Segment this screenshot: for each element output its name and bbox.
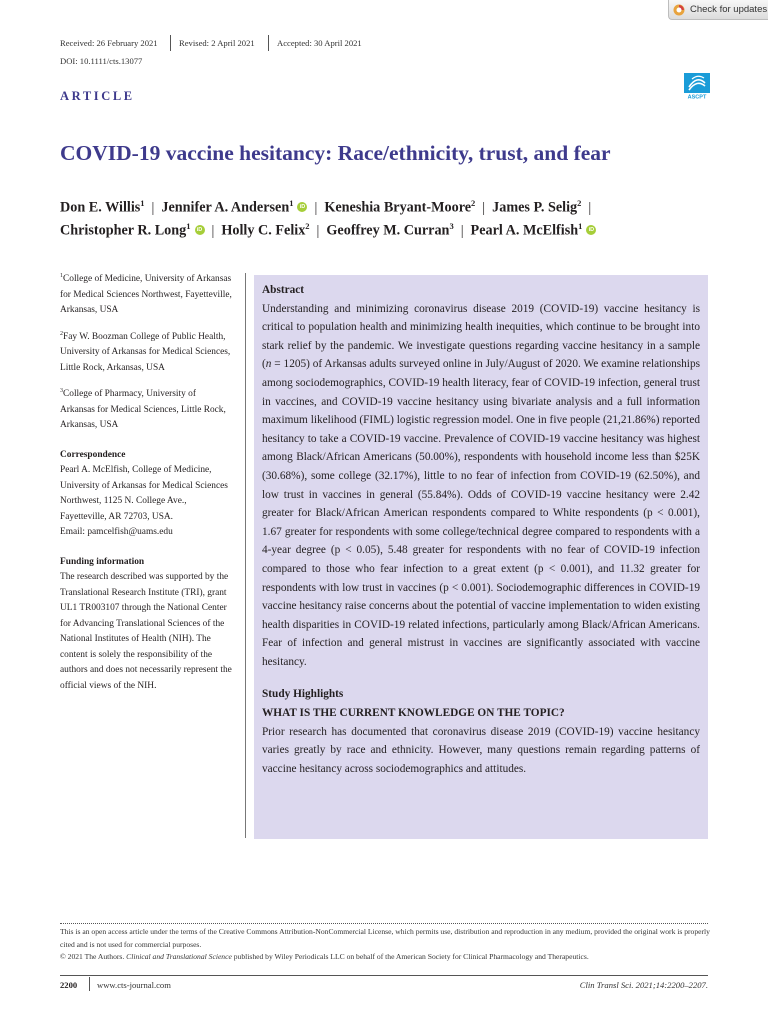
check-for-updates-button[interactable]	[668, 0, 768, 20]
license-notice	[60, 926, 720, 964]
footer-divider-vertical	[89, 977, 90, 991]
column-divider	[245, 273, 246, 838]
author-affiliation: 1	[578, 221, 583, 231]
correspondence-text: Pearl A. McElfish, College of Medicine, University of Arkansas for Medical Sciences Northwest, 1125 N. College Ave., Fayetteville, AR 72703, USA.	[60, 465, 228, 522]
doi[interactable]: DOI: 10.1111/cts.13077	[60, 56, 143, 66]
author-separator: |	[316, 222, 320, 239]
author-separator: |	[151, 199, 155, 216]
revised-date: Revised: 2 April 2021	[179, 38, 255, 48]
funding-heading: Funding information	[60, 556, 145, 567]
abstract-content	[262, 281, 700, 778]
received-date: Received: 26 February 2021	[60, 38, 158, 48]
affiliation-3: $^3$College of Pharmacy, University of Arkansas for Medical Sciences, Little Rock, Arkansas, USA	[60, 388, 226, 431]
author-name[interactable]: James P. Selig	[492, 199, 578, 216]
author-affiliation: 3	[449, 221, 454, 231]
highlights-text: Prior research has documented that coronavirus disease 2019 (COVID-19) vaccine hesitancy varies greatly by race and ethnicity. However, many questions remain regarding patterns of vaccine hesitancy across sociodemographics and attitudes.	[262, 725, 700, 775]
highlights-heading: Study Highlights	[262, 688, 344, 701]
sidebar-metadata	[60, 269, 232, 694]
license-text: This is an open access article under the terms of the Creative Commons Attribution-NonCommercial License, which permits use, distribution and reproduction in any medium, provided the original work is properly cited and is not used for commercial purposes.	[60, 927, 710, 949]
check-updates-icon	[673, 4, 685, 16]
abstract-text: Understanding and minimizing coronavirus disease 2019 (COVID-19) vaccine hesitancy is critical to population health and minimizing health inequities, which continue to be brought into stark relief by the pandemic. We investigate questions regarding vaccine hesitancy in a sample (n = 1205) of Arkansas adults surveyed online in July/August of 2020. We examine relationships among sociodemographics, COVID-19 health literacy, fear of COVID-19 infection, general trust in vaccines, and COVID-19 vaccine hesitancy using bivariate analysis and a full information maximum likelihood (FIML) logistic regression model. One in five people (21,21.86%) reported hesitancy to take a COVID-19 vaccine. Prevalence of COVID-19 vaccine hesitancy was highest among Black/African Americans (50.00%), respondents with household income less than $25K (30.68%), some college (32.17%), little to no fear of infection from COVID-19 (62.50%), and low trust in vaccines in general (55.84%). Odds of COVID-19 vaccine hesitancy were 2.42 greater for Black/African American respondents compared to White respondents (p < 0.001), 1.67 greater for respondents with some college/technical degree compared to respondents with a 4-year degree (p < 0.05), 5.48 greater for respondents with no fear of COVID-19 infection compared to those who fear infection to a great extent (p < 0.001), and 11.32 greater for respondents with low trust in vaccines (p < 0.001). Sociodemographic differences in COVID-19 vaccine hesitancy raise concerns about the potential of vaccine implementation to widen existing health disparities in COVID-19 related infections, particularly among Black/African Americans. Fear of infection and general mistrust in vaccines are significantly associated with vaccine hesitancy.	[262, 302, 700, 668]
orcid-icon[interactable]	[195, 225, 205, 235]
page-number: 2200	[60, 980, 78, 990]
footer-divider	[60, 923, 708, 924]
author-name[interactable]: Don E. Willis	[60, 199, 141, 216]
author-name[interactable]: Jennifer A. Andersen	[161, 199, 290, 216]
author-separator: |	[588, 199, 592, 216]
orcid-icon[interactable]	[297, 202, 307, 212]
author-separator: |	[211, 222, 215, 239]
citation: Clin Transl Sci. 2021;14:2200–2207.	[579, 980, 708, 990]
affiliation-2: $^2$Fay W. Boozman College of Public Health, University of Arkansas for Medical Sciences, Little Rock, Arkansas, USA	[60, 330, 231, 373]
copyright-text: © 2021 The Authors. Clinical and Translational Science published by Wiley Periodicals LLC on behalf of the American Society for Clinical Pharmacology and Therapeutics.	[60, 952, 589, 962]
author-name[interactable]: Keneshia Bryant-Moore	[324, 199, 472, 216]
abstract-heading: Abstract	[262, 284, 305, 296]
author-affiliation: 2	[305, 221, 310, 231]
author-name[interactable]: Holly C. Felix	[221, 222, 306, 239]
author-line-2	[60, 221, 596, 240]
orcid-icon[interactable]	[586, 225, 596, 235]
footer-rule	[60, 975, 708, 976]
highlights-question: WHAT IS THE CURRENT KNOWLEDGE ON THE TOPIC?	[262, 707, 565, 720]
funding-text: The research described was supported by the Translational Research Institute (TRI), grant UL1 TR003107 through the National Center for Advancing Translational Sciences of the National Institutes of Health (NIH). The content is solely the responsibility of the authors and does not necessarily represent the official views of the NIH.	[60, 572, 232, 691]
logo-text: ASCPT	[687, 94, 707, 99]
correspondence-email[interactable]: Email: pamcelfish@uams.edu	[60, 527, 173, 538]
author-separator: |	[314, 199, 318, 216]
author-separator: |	[482, 199, 486, 216]
author-affiliation: 2	[471, 198, 476, 208]
accepted-date: Accepted: 30 April 2021	[277, 38, 362, 48]
author-line-1	[60, 198, 598, 217]
author-affiliation: 2	[577, 198, 582, 208]
author-affiliation: 1	[186, 221, 191, 231]
author-separator: |	[460, 222, 464, 239]
author-name[interactable]: Geoffrey M. Curran	[326, 222, 450, 239]
author-affiliation: 1	[289, 198, 294, 208]
affiliation-1: $^1$College of Medicine, University of Arkansas for Medical Sciences Northwest, Fayetteville, Arkansas, USA	[60, 273, 232, 316]
article-title: COVID-19 vaccine hesitancy: Race/ethnicity, trust, and fear	[60, 141, 611, 165]
author-name[interactable]: Christopher R. Long	[60, 222, 187, 239]
correspondence-heading: Correspondence	[60, 449, 126, 460]
author-affiliation: 1	[140, 198, 145, 208]
ascpt-logo	[684, 73, 710, 99]
header-divider	[170, 35, 171, 51]
check-updates-label: Check for updates	[690, 4, 768, 15]
journal-url[interactable]: www.cts-journal.com	[97, 980, 171, 990]
header-divider	[268, 35, 269, 51]
author-name[interactable]: Pearl A. McElfish	[470, 222, 579, 239]
article-type-label: ARTICLE	[60, 89, 135, 103]
